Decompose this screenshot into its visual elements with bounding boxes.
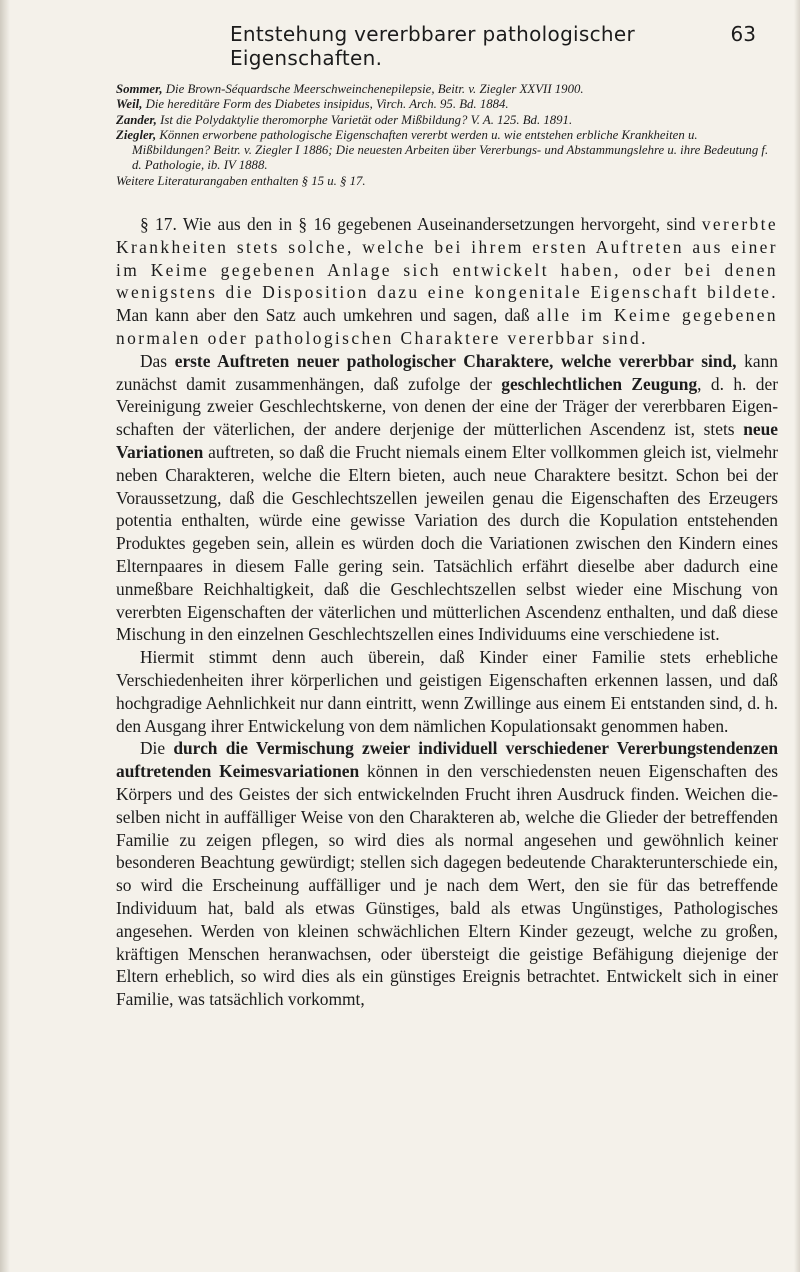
bold-emphasis: erste Auftreten neuer pathologischer Charaktere, welche vererbbar sind, (174, 350, 737, 371)
reference-text: Ist die Polydaktylie theromorphe Varietät oder Mißbildung? V. A. 125. Bd. 1891. (156, 112, 573, 127)
text-run: können in den verschiedensten neuen Eigenschaften des Körpers und des Geistes der sich entwickelnden Frucht ihren Ausdruck finden. Weichen dieselben nicht in auffälliger Weise von den Charakteren ab, welche die Glieder der betreffenden Familie zu zeigen pflegen, so wird dies als normal angesehen und gewöhnlich keiner besonderen Beachtung gewürdigt; stellen sich dagegen bedeutende Charakterunterschiede ein, so wird die Erscheinung auffälliger und je nach dem Wert, den sie für das betreffende Individuum hat, bald als etwas Günstiges, bald als etwas Ungünstiges, Pathologisches angesehen. Werden von kleinen schwächlichen Eltern Kinder gezeugt, welche zu großen, kräftigen Menschen heranwachsen, oder übersteigt die geistige Befähigung diejenige der Eltern erheblich, so wird dies als ein günstiges Ereignis betrachtet. Entwickelt sich in einer Familie, was tatsächlich vorkommt, (116, 761, 778, 1010)
reference-text: Die Brown-Séquardsche Meerschweinchenepilepsie, Beitr. v. Ziegler XXVII 1900. (162, 82, 584, 96)
bold-emphasis: neue Variationen (116, 419, 778, 462)
reference-item (116, 82, 778, 97)
text-run: § 17. Wie aus den in § 16 gegebenen Auseinandersetzungen hervorgeht, sind (140, 214, 702, 234)
text-run: kann zunächst damit zusammenhängen, daß zufolge der (116, 350, 778, 394)
reference-item (116, 128, 778, 174)
spaced-emphasis: alle im Keime gegebenen normalen oder pathologischen Charaktere vererbbar sind. (116, 305, 778, 348)
bold-emphasis: geschlechtlichen Zeugung (501, 373, 698, 394)
body-text (116, 213, 778, 1011)
paragraph-1 (116, 213, 778, 350)
running-title: Entstehung vererbbarer pathologischer Eigenschaften. (230, 22, 636, 70)
reference-text: Können erworbene pathologische Eigenschaften vererbt werden u. wie entstehen erbliche Krankheiten u. Mißbildungen? Beitr. v. Ziegler I 1886; Die neuesten Arbeiten über Vererbungs- und Abstammungslehre u. ihre Bedeutung f. d. Pathologie, ib. IV 1888. (132, 127, 769, 173)
reference-author: Ziegler, (116, 127, 157, 142)
text-run: , d. h. der Vereinigung zweier Geschlechtskerne, von denen der eine der Träger der vererbbaren Eigenschaften der väterlichen, der andere derjenige der mütterlichen Ascendenz ist, stets (116, 373, 779, 440)
reference-author: Zander, (116, 112, 157, 127)
reference-item (116, 113, 778, 128)
paragraph-2 (116, 350, 778, 646)
paragraph-3 (116, 646, 778, 737)
page-binding-shadow (0, 0, 10, 1272)
page-edge-shadow (794, 0, 800, 1272)
paragraph-4 (116, 737, 778, 1011)
page-header (230, 14, 756, 70)
reference-text: Weitere Literaturangaben enthalten § 15 u. § 17. (116, 173, 366, 188)
reference-list (116, 82, 778, 189)
text-run: Man kann aber den Satz auch umkehren und sagen, daß (116, 305, 537, 326)
text-run: Die (140, 738, 174, 759)
reference-item (116, 97, 778, 112)
text-run: Hiermit stimmt denn auch überein, daß Kinder einer Familie stets erhebliche Verschiedenheiten ihrer körperlichen und geistigen Eigenschaften erkennen lassen, und daß hochgradige Aehnlichkeit nur dann eintritt, wenn Zwillinge aus einem Ei entstanden sind, d. h. den Ausgang ihrer Entwickelung von dem nämlichen Kopulationsakt genommen haben. (116, 647, 778, 736)
reference-item (116, 174, 778, 189)
bold-emphasis: durch die Vermischung zweier individuell verschiedener Vererbungstendenzen auftretenden Keimesvariationen (116, 738, 778, 782)
text-run: auftreten, so daß die Frucht niemals einem Elter vollkommen gleich ist, vielmehr neben Charakteren, welche die Eltern bieten, auch neue Charaktere besitzt. Schon bei der Voraussetzung, daß die Geschlechtszellen jeweilen genau die Eigenschaften des Erzeugers potentia enthalten, würde eine gewisse Variation des durch die Kopulation entstehenden Produktes gegeben sein, allein es würden doch die Variationen zwischen den Kindern eines Elternpaares in diesem Falle gering sein. Tatsächlich erfährt dieselbe aber dadurch eine unmeßbare Reichhaltigkeit, daß die Geschlechtszellen selbst wieder eine Mischung von vererbten Eigenschaften der väterlichen und mütterlichen Ascendenz enthalten, und daß diese Mischung in den einzelnen Geschlechtszellen eines Individuums eine verschiedene ist. (116, 441, 778, 645)
text-run: Das (140, 350, 175, 371)
reference-author: Weil, (116, 97, 143, 112)
reference-text: Die hereditäre Form des Diabetes insipidus, Virch. Arch. 95. Bd. 1884. (142, 97, 509, 112)
reference-author: Sommer, (116, 82, 163, 96)
spaced-emphasis: vererbte Krankheiten stets solche, welche bei ihrem ersten Auftreten aus einer im Keime gegebenen Anlage sich entwickelt haben, oder bei denen wenigstens die Disposition dazu eine kongenitale Eigenschaft bildete. (116, 214, 778, 303)
page-number: 63 (730, 22, 756, 46)
